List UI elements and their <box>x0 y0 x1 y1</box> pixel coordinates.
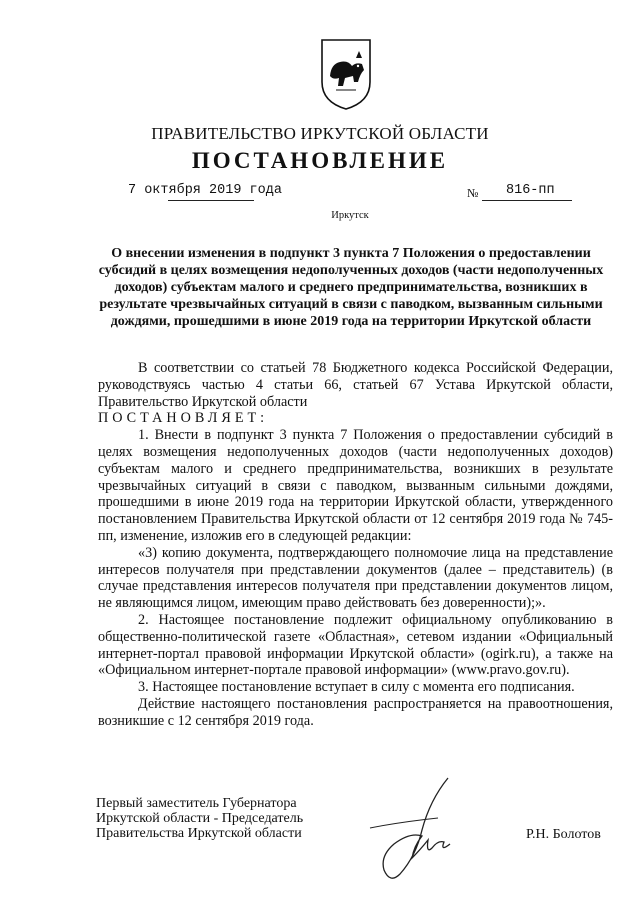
document-body <box>98 360 613 730</box>
city: Иркутск <box>331 210 369 221</box>
paragraph-2: 2. Настоящее постановление подлежит официальному опубликованию в общественно-политической газете «Областная», сетевом издании «Официальный интернет-портал правовой информации Иркутской области» (ogirk.ru), а также на «Официальном интернет-портале правовой информации» (www.pravo.gov.ru). <box>98 611 613 679</box>
signatory-position <box>96 796 303 841</box>
paragraph-3-effect: Действие настоящего постановления распространяется на правоотношения, возникшие с 12 сентября 2019 года. <box>98 695 613 729</box>
paragraph-3: 3. Настоящее постановление вступает в силу с момента его подписания. <box>138 679 575 696</box>
signatory-line-3: Правительства Иркутской области <box>96 826 302 841</box>
number-underline <box>482 200 572 201</box>
paragraph-1: 1. Внести в подпункт 3 пункта 7 Положения о предоставлении субсидий в целях возмещения недополученных доходов (части недополученных доходов) субъектам малого и среднего предпринимательства, возникших в результате чрезвычайных ситуаций в связи с паводком, вызванным сильными дождями, прошедшими в июне 2019 года на территории Иркутской области, утвержденного постановлением Правительства Иркутской области от 12 сентября 2019 года № 745-пп, изменение, изложив его в следующей редакции: <box>98 427 613 544</box>
decree-number: 816-пп <box>506 183 555 198</box>
handwritten-signature <box>360 770 470 890</box>
coat-of-arms-icon <box>318 36 374 112</box>
government-name: ПРАВИТЕЛЬСТВО ИРКУТСКОЙ ОБЛАСТИ <box>151 124 489 143</box>
document-title: О внесении изменения в подпункт 3 пункта 7 Положения о предоставлении субсидий в целях возмещения недополученных доходов (части недополученных доходов) субъектам малого и среднего предпринимательства, возникших в результате чрезвычайных ситуаций в связи с паводком, вызванным сильными дождями, прошедшими в июне 2019 года на территории Иркутской области <box>98 246 604 329</box>
paragraph-1-quote: «3) копию документа, подтверждающего полномочие лица на представление интересов получателя при представлении документов (далее – представитель) (в случае представления интересов получателя при представлении документов лицом, не являющимся лицом, имеющим право действовать без доверенности);». <box>98 544 613 612</box>
intro-paragraph: В соответствии со статьей 78 Бюджетного кодекса Российской Федерации, руководствуясь частью 4 статьи 66, статьей 67 Устава Иркутской области, Правительство Иркутской области <box>98 360 613 410</box>
resolves-heading: ПОСТАНОВЛЯЕТ: <box>98 410 269 427</box>
decree-date: 7 октября 2019 года <box>128 183 282 198</box>
document-type: ПОСТАНОВЛЕНИЕ <box>191 148 449 173</box>
signatory-line-1: Первый заместитель Губернатора <box>96 796 297 811</box>
number-sign: № <box>467 186 479 200</box>
signatory-line-2: Иркутской области - Председатель <box>96 811 304 826</box>
signatory-name: Р.Н. Болотов <box>526 827 601 842</box>
date-underline <box>168 200 254 201</box>
